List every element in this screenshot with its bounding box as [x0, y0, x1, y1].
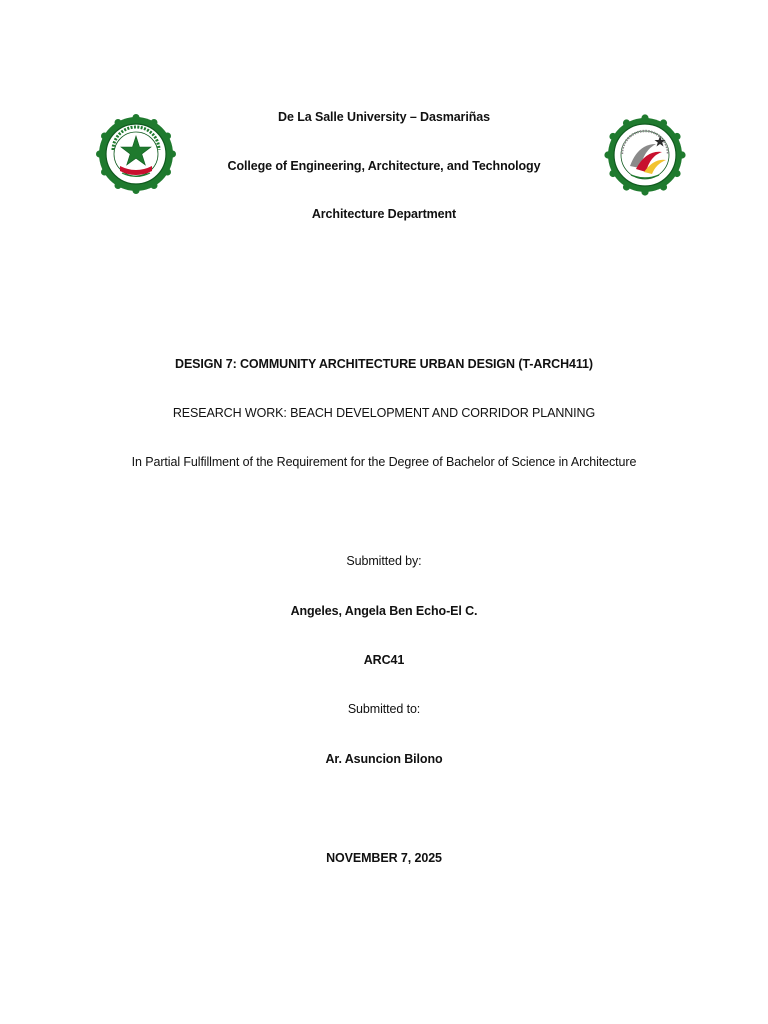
submitted-to-label: Submitted to: [347, 702, 421, 716]
submission-date: NOVEMBER 7, 2025 [326, 851, 442, 865]
section-code: ARC41 [363, 653, 405, 667]
university-seal-icon [96, 114, 176, 194]
university-name: De La Salle University – Dasmariñas [278, 110, 490, 124]
course-title: DESIGN 7: COMMUNITY ARCHITECTURE URBAN DESIGN (T-ARCH411) [175, 357, 593, 371]
student-name: Angeles, Angela Ben Echo-El C. [290, 604, 478, 618]
college-name: College of Engineering, Architecture, and Technology [227, 159, 541, 173]
submitted-by-label: Submitted by: [346, 554, 422, 568]
instructor-name: Ar. Asuncion Bilono [325, 752, 443, 766]
college-seal-icon [604, 114, 686, 196]
research-title: RESEARCH WORK: BEACH DEVELOPMENT AND CORRIDOR PLANNING [172, 406, 596, 420]
department-name: Architecture Department [311, 207, 457, 221]
fulfillment-statement: In Partial Fulfillment of the Requirement for the Degree of Bachelor of Science in Architecture [131, 455, 637, 469]
